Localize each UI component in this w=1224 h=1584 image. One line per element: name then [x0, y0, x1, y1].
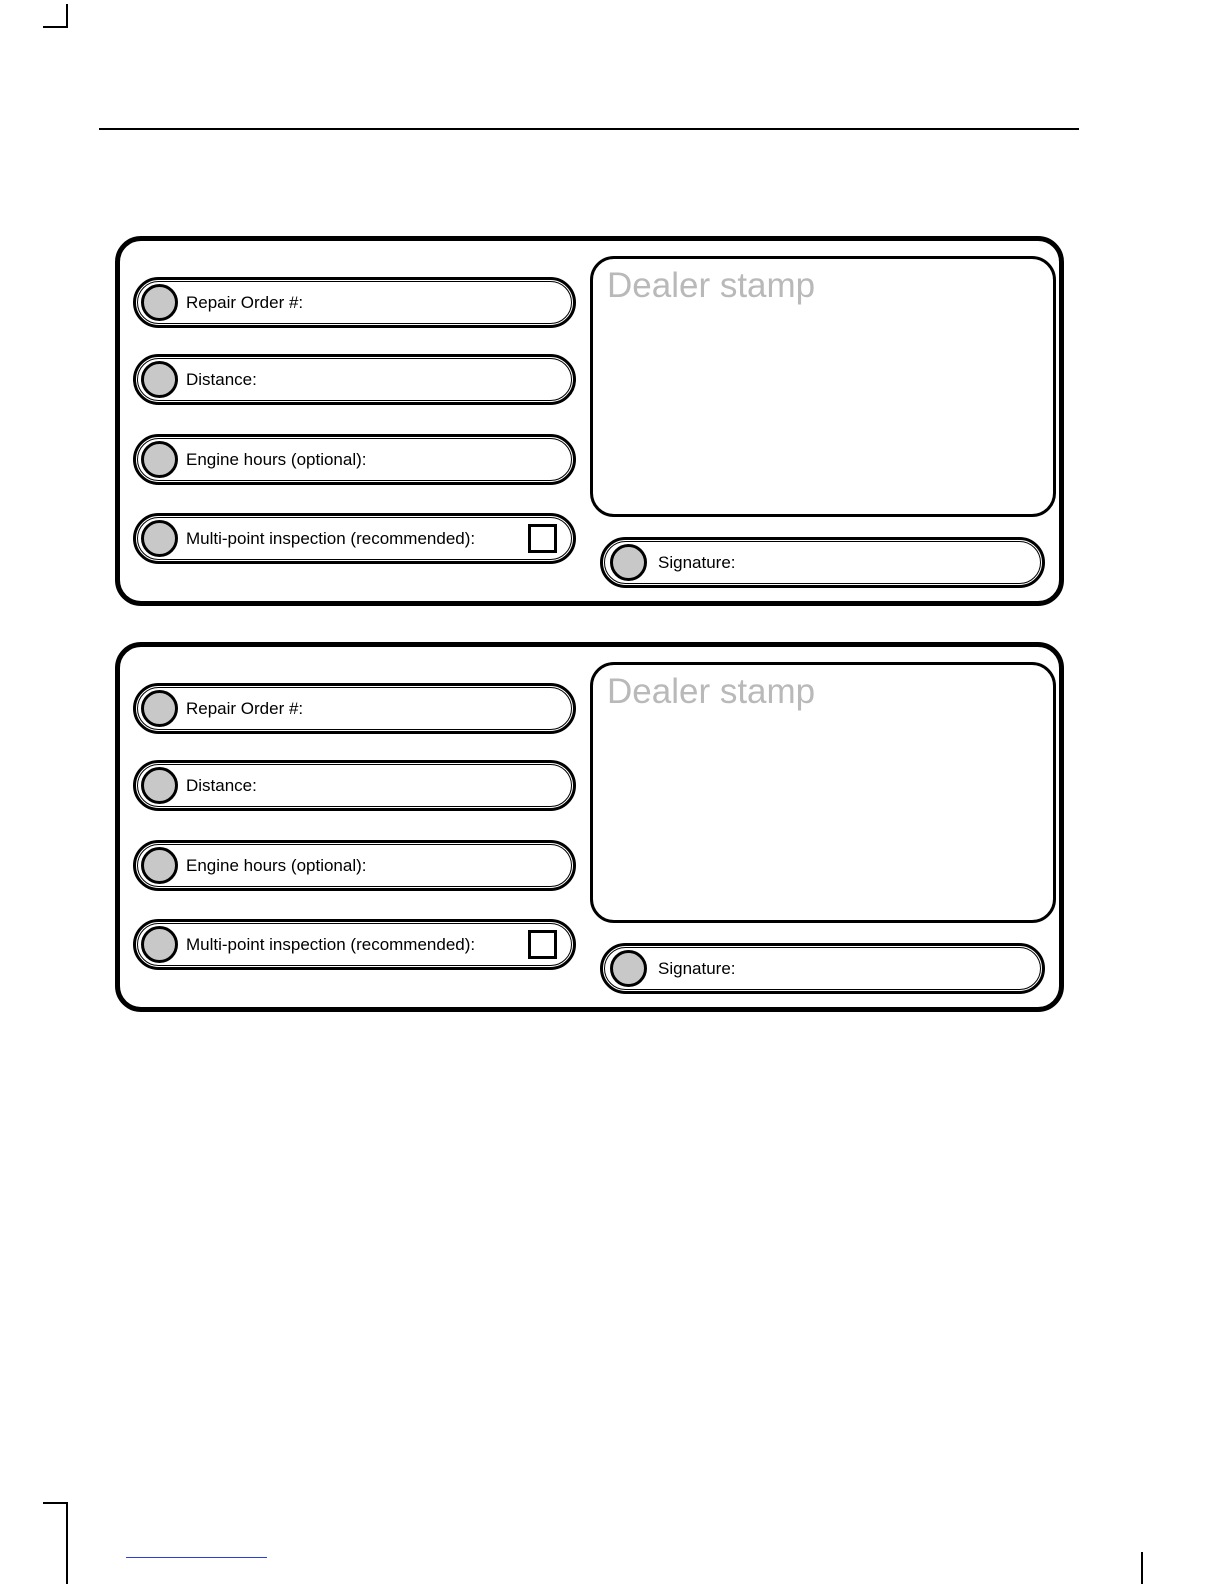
service-record-card [115, 642, 1064, 1012]
field-marker-icon [141, 361, 178, 398]
multi-point-inspection-field [133, 513, 576, 564]
dealer-stamp-label: Dealer stamp [607, 266, 816, 305]
signature-label: Signature: [658, 553, 736, 572]
distance-label: Distance: [186, 370, 257, 389]
crop-mark-bottom-left-vertical [66, 1502, 68, 1584]
dealer-stamp-label: Dealer stamp [607, 672, 816, 711]
signature-label: Signature: [658, 959, 736, 978]
multi-point-inspection-checkbox[interactable] [528, 524, 557, 553]
signature-field[interactable] [600, 943, 1045, 994]
repair-order-field[interactable] [133, 277, 576, 328]
crop-mark-bottom-left-horizontal [43, 1502, 68, 1504]
field-marker-icon [141, 847, 178, 884]
distance-label: Distance: [186, 776, 257, 795]
distance-field[interactable] [133, 760, 576, 811]
engine-hours-label: Engine hours (optional): [186, 450, 367, 469]
footer-link-underline[interactable] [126, 1557, 267, 1558]
crop-mark-top-left-vertical [66, 4, 68, 28]
field-marker-icon [141, 441, 178, 478]
repair-order-label: Repair Order #: [186, 699, 304, 718]
engine-hours-label: Engine hours (optional): [186, 856, 367, 875]
crop-mark-top-left-horizontal [43, 26, 68, 28]
field-marker-icon [141, 520, 178, 557]
signature-field[interactable] [600, 537, 1045, 588]
field-marker-icon [141, 767, 178, 804]
dealer-stamp-box [590, 662, 1056, 923]
header-rule [99, 128, 1079, 130]
multi-point-inspection-label: Multi-point inspection (recommended): [186, 935, 476, 954]
repair-order-label: Repair Order #: [186, 293, 304, 312]
engine-hours-field[interactable] [133, 840, 576, 891]
dealer-stamp-box [590, 256, 1056, 517]
field-marker-icon [610, 544, 647, 581]
multi-point-inspection-label: Multi-point inspection (recommended): [186, 529, 476, 548]
service-record-card [115, 236, 1064, 606]
field-marker-icon [141, 690, 178, 727]
multi-point-inspection-field [133, 919, 576, 970]
crop-mark-bottom-right-vertical [1141, 1552, 1143, 1584]
distance-field[interactable] [133, 354, 576, 405]
field-marker-icon [141, 284, 178, 321]
repair-order-field[interactable] [133, 683, 576, 734]
multi-point-inspection-checkbox[interactable] [528, 930, 557, 959]
field-marker-icon [141, 926, 178, 963]
engine-hours-field[interactable] [133, 434, 576, 485]
field-marker-icon [610, 950, 647, 987]
